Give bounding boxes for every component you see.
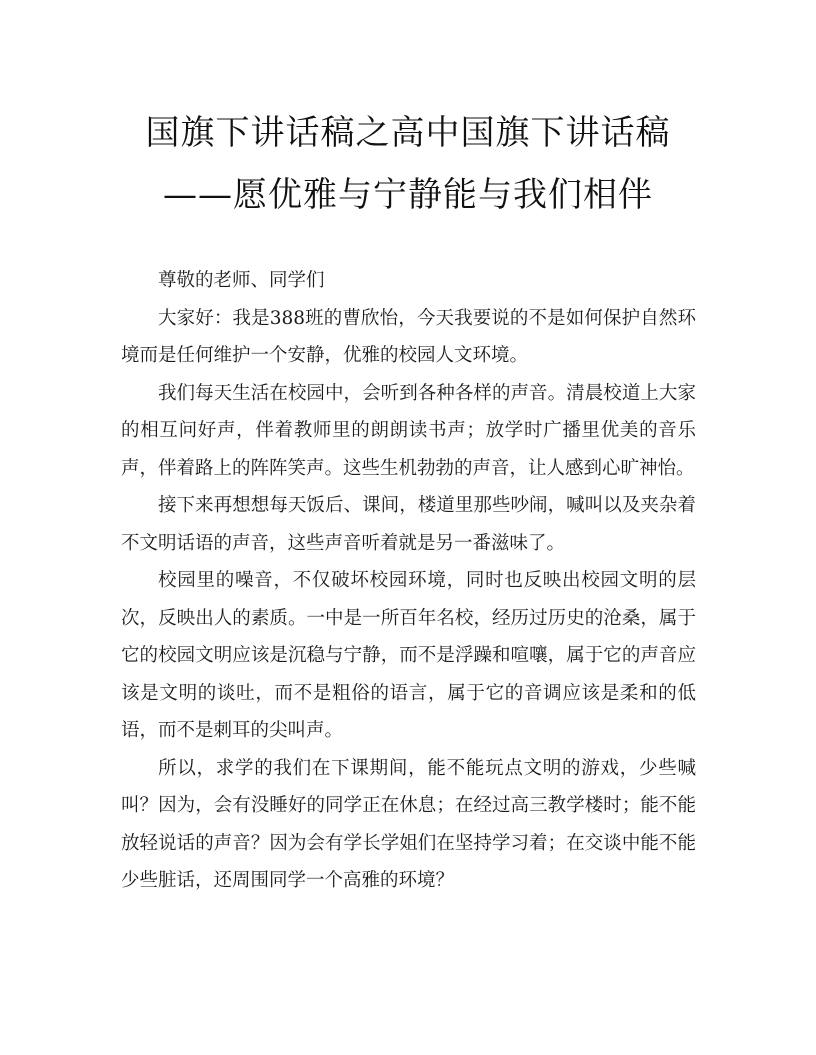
body-paragraph: 大家好：我是388班的曹欣怡，今天我要说的不是如何保护自然环境而是任何维护一个安静，优雅的校园人文环境。	[121, 307, 696, 366]
body-paragraph: 我们每天生活在校园中，会听到各种各样的声音。清晨校道上大家的相互问好声，伴着教师里的朗朗读书声；放学时广播里优美的音乐声，伴着路上的阵阵笑声。这些生机勃勃的声音，让人感到心旷神怡。	[121, 382, 696, 479]
body-paragraph: 所以，求学的我们在下课期间，能不能玩点文明的游戏，少些喊叫？因为，会有没睡好的同学正在休息；在经过高三教学楼时；能不能放轻说话的声音？因为会有学长学姐们在坚持学习着；在交谈中能不能少些脏话，还周围同学一个高雅的环境？	[121, 757, 696, 891]
document-title-line-1: 国旗下讲话稿之高中国旗下讲话稿	[145, 113, 671, 153]
body-paragraph: 接下来再想想每天饭后、课间，楼道里那些吵闹，喊叫以及夹杂着不文明话语的声音，这些声音听着就是另一番滋味了。	[121, 495, 696, 554]
body-paragraph: 校园里的噪音，不仅破坏校园环境，同时也反映出校园文明的层次，反映出人的素质。一中是一所百年名校，经历过历史的沧桑，属于它的校园文明应该是沉稳与宁静，而不是浮躁和喧嚷，属于它的声音应该是文明的谈吐，而不是粗俗的语言，属于它的音调应该是柔和的低语，而不是刺耳的尖叫声。	[121, 570, 696, 741]
salutation-paragraph: 尊敬的老师、同学们	[158, 270, 325, 291]
document-title-line-2: ——愿优雅与宁静能与我们相伴	[163, 175, 653, 215]
document-body	[121, 262, 696, 900]
